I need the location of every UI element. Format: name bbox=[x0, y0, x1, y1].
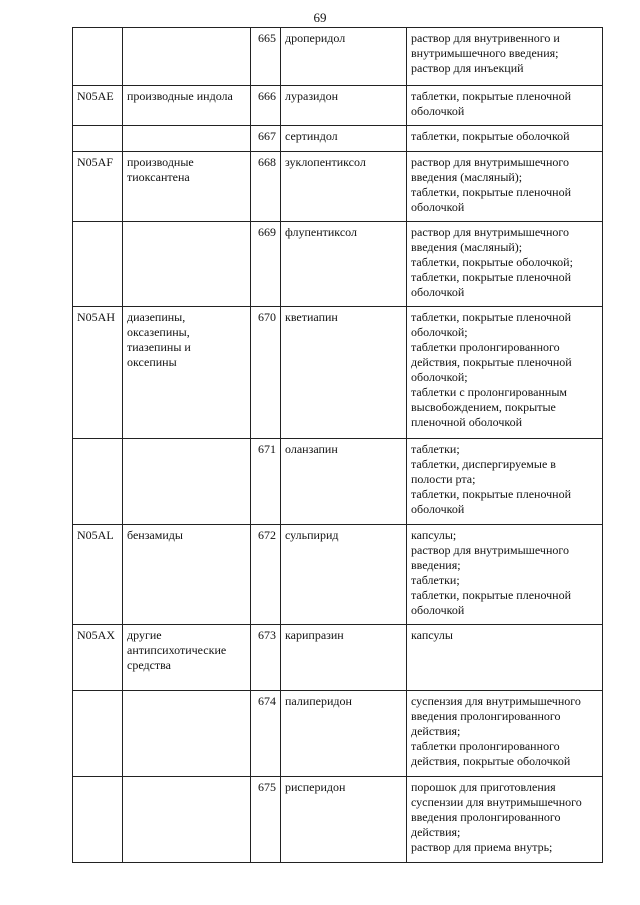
atc-code: N05AX bbox=[77, 628, 115, 642]
dosage-form-line: оболочкой; bbox=[411, 370, 468, 384]
drug-name: зуклопентиксол bbox=[285, 155, 366, 169]
dosage-form-line: оболочкой bbox=[411, 285, 465, 299]
row-number: 675 bbox=[258, 780, 276, 794]
row-number-cell bbox=[251, 525, 281, 625]
row-number: 672 bbox=[258, 528, 276, 542]
row-number: 673 bbox=[258, 628, 276, 642]
atc-code-cell bbox=[73, 28, 123, 86]
atc-code: N05AF bbox=[77, 155, 114, 169]
row-number: 674 bbox=[258, 694, 276, 708]
dosage-form-line: полости рта; bbox=[411, 472, 476, 486]
drug-name-cell bbox=[281, 439, 407, 525]
dosage-form-line: таблетки, покрытые оболочкой bbox=[411, 129, 570, 143]
page-number: 69 bbox=[313, 10, 327, 25]
dosage-form-cell bbox=[407, 525, 603, 625]
table-row bbox=[73, 777, 603, 863]
table-row bbox=[73, 439, 603, 525]
table-row bbox=[73, 126, 603, 152]
dosage-form-cell bbox=[407, 777, 603, 863]
row-number-cell bbox=[251, 777, 281, 863]
drug-name-cell bbox=[281, 86, 407, 126]
table-row bbox=[73, 307, 603, 439]
row-number: 669 bbox=[258, 225, 276, 239]
dosage-form-cell bbox=[407, 86, 603, 126]
row-number-cell bbox=[251, 307, 281, 439]
drug-name-cell bbox=[281, 28, 407, 86]
dosage-form-line: действия; bbox=[411, 724, 461, 738]
dosage-form-cell bbox=[407, 222, 603, 307]
table-row bbox=[73, 86, 603, 126]
row-number: 665 bbox=[258, 31, 276, 45]
dosage-form-line: введения; bbox=[411, 558, 461, 572]
drug-name-cell bbox=[281, 307, 407, 439]
dosage-form-cell bbox=[407, 28, 603, 86]
dosage-form-line: таблетки; bbox=[411, 442, 460, 456]
table-row bbox=[73, 222, 603, 307]
dosage-form-cell bbox=[407, 625, 603, 691]
dosage-form-line: введения (масляный); bbox=[411, 240, 523, 254]
dosage-form-line: оболочкой; bbox=[411, 325, 468, 339]
dosage-form-cell bbox=[407, 691, 603, 777]
table-row bbox=[73, 525, 603, 625]
group-name-line: другие bbox=[127, 628, 162, 642]
drug-name-cell bbox=[281, 691, 407, 777]
group-name-cell bbox=[123, 28, 251, 86]
atc-code: N05AH bbox=[77, 310, 115, 324]
dosage-form-line: таблетки с пролонгированным bbox=[411, 385, 568, 399]
drug-name-cell bbox=[281, 126, 407, 152]
row-number: 666 bbox=[258, 89, 276, 103]
drug-name: луразидон bbox=[285, 89, 339, 103]
group-name-cell bbox=[123, 525, 251, 625]
group-name-cell bbox=[123, 439, 251, 525]
atc-code-cell bbox=[73, 439, 123, 525]
dosage-form-line: действия, покрытые оболочкой bbox=[411, 754, 571, 768]
dosage-form-line: таблетки пролонгированного bbox=[411, 739, 560, 753]
row-number-cell bbox=[251, 28, 281, 86]
atc-code-cell bbox=[73, 307, 123, 439]
group-name-line: диазепины, bbox=[127, 310, 186, 324]
drug-name-cell bbox=[281, 525, 407, 625]
dosage-form-line: таблетки, покрытые пленочной bbox=[411, 89, 572, 103]
table-body bbox=[73, 28, 603, 863]
table-row bbox=[73, 28, 603, 86]
group-name-cell bbox=[123, 222, 251, 307]
row-number: 668 bbox=[258, 155, 276, 169]
atc-code: N05AE bbox=[77, 89, 114, 103]
group-name-cell bbox=[123, 691, 251, 777]
dosage-form-line: таблетки; bbox=[411, 573, 460, 587]
dosage-form-line: оболочкой bbox=[411, 104, 465, 118]
atc-code-cell bbox=[73, 126, 123, 152]
group-name-line: производные bbox=[127, 155, 194, 169]
drug-name-cell bbox=[281, 152, 407, 222]
drug-name-cell bbox=[281, 222, 407, 307]
medication-table bbox=[72, 27, 603, 863]
group-name-cell bbox=[123, 152, 251, 222]
group-name-line: бензамиды bbox=[127, 528, 183, 542]
dosage-form-line: раствор для внутримышечного bbox=[411, 155, 569, 169]
group-name-cell bbox=[123, 86, 251, 126]
dosage-form-line: внутримышечного введения; bbox=[411, 46, 559, 60]
drug-name-cell bbox=[281, 777, 407, 863]
dosage-form-line: раствор для внутримышечного bbox=[411, 225, 569, 239]
atc-code-cell bbox=[73, 525, 123, 625]
drug-name: сульпирид bbox=[285, 528, 339, 542]
dosage-form-line: оболочкой bbox=[411, 603, 465, 617]
drug-name: дроперидол bbox=[285, 31, 346, 45]
dosage-form-line: суспензия для внутримышечного bbox=[411, 694, 581, 708]
group-name-line: тиоксантена bbox=[127, 170, 190, 184]
dosage-form-line: оболочкой bbox=[411, 502, 465, 516]
dosage-form-line: введения (масляный); bbox=[411, 170, 523, 184]
dosage-form-cell bbox=[407, 152, 603, 222]
dosage-form-line: таблетки пролонгированного bbox=[411, 340, 560, 354]
dosage-form-line: таблетки, покрытые пленочной bbox=[411, 487, 572, 501]
row-number-cell bbox=[251, 152, 281, 222]
atc-code-cell bbox=[73, 152, 123, 222]
dosage-form-line: капсулы; bbox=[411, 528, 457, 542]
drug-name: палиперидон bbox=[285, 694, 352, 708]
dosage-form-cell bbox=[407, 307, 603, 439]
dosage-form-line: раствор для внутримышечного bbox=[411, 543, 569, 557]
atc-code: N05AL bbox=[77, 528, 114, 542]
row-number-cell bbox=[251, 222, 281, 307]
drug-name: сертиндол bbox=[285, 129, 338, 143]
group-name-line: антипсихотические bbox=[127, 643, 227, 657]
row-number-cell bbox=[251, 439, 281, 525]
group-name-cell bbox=[123, 625, 251, 691]
table-row bbox=[73, 625, 603, 691]
table-row bbox=[73, 152, 603, 222]
group-name-line: тиазепины и bbox=[127, 340, 191, 354]
dosage-form-line: таблетки, диспергируемые в bbox=[411, 457, 556, 471]
atc-code-cell bbox=[73, 777, 123, 863]
dosage-form-line: действия, покрытые пленочной bbox=[411, 355, 572, 369]
row-number: 667 bbox=[258, 129, 276, 143]
dosage-form-line: высвобождением, покрытые bbox=[411, 400, 556, 414]
dosage-form-line: раствор для инъекций bbox=[411, 61, 524, 75]
row-number-cell bbox=[251, 126, 281, 152]
group-name-line: производные индола bbox=[127, 89, 233, 103]
group-name-line: средства bbox=[127, 658, 172, 672]
dosage-form-cell bbox=[407, 439, 603, 525]
row-number: 670 bbox=[258, 310, 276, 324]
group-name-line: оксазепины, bbox=[127, 325, 190, 339]
dosage-form-line: введения пролонгированного bbox=[411, 810, 561, 824]
dosage-form-line: введения пролонгированного bbox=[411, 709, 561, 723]
dosage-form-line: раствор для приема внутрь; bbox=[411, 840, 553, 854]
dosage-form-line: порошок для приготовления bbox=[411, 780, 556, 794]
dosage-form-line: таблетки, покрытые оболочкой; bbox=[411, 255, 573, 269]
row-number-cell bbox=[251, 625, 281, 691]
row-number-cell bbox=[251, 691, 281, 777]
group-name-cell bbox=[123, 777, 251, 863]
atc-code-cell bbox=[73, 625, 123, 691]
atc-code-cell bbox=[73, 691, 123, 777]
dosage-form-line: таблетки, покрытые пленочной bbox=[411, 185, 572, 199]
table-row bbox=[73, 691, 603, 777]
dosage-form-line: капсулы bbox=[411, 628, 453, 642]
drug-name: оланзапин bbox=[285, 442, 338, 456]
dosage-form-line: раствор для внутривенного и bbox=[411, 31, 560, 45]
dosage-form-line: пленочной оболочкой bbox=[411, 415, 523, 429]
atc-code-cell bbox=[73, 222, 123, 307]
drug-name: флупентиксол bbox=[285, 225, 357, 239]
dosage-form-line: суспензии для внутримышечного bbox=[411, 795, 582, 809]
dosage-form-line: таблетки, покрытые пленочной bbox=[411, 270, 572, 284]
drug-name: кветиапин bbox=[285, 310, 338, 324]
drug-name: рисперидон bbox=[285, 780, 346, 794]
dosage-form-cell bbox=[407, 126, 603, 152]
drug-name: карипразин bbox=[285, 628, 344, 642]
dosage-form-line: оболочкой bbox=[411, 200, 465, 214]
drug-name-cell bbox=[281, 625, 407, 691]
atc-code-cell bbox=[73, 86, 123, 126]
dosage-form-line: действия; bbox=[411, 825, 461, 839]
row-number-cell bbox=[251, 86, 281, 126]
dosage-form-line: таблетки, покрытые пленочной bbox=[411, 588, 572, 602]
group-name-line: оксепины bbox=[127, 355, 177, 369]
dosage-form-line: таблетки, покрытые пленочной bbox=[411, 310, 572, 324]
group-name-cell bbox=[123, 126, 251, 152]
group-name-cell bbox=[123, 307, 251, 439]
row-number: 671 bbox=[258, 442, 276, 456]
